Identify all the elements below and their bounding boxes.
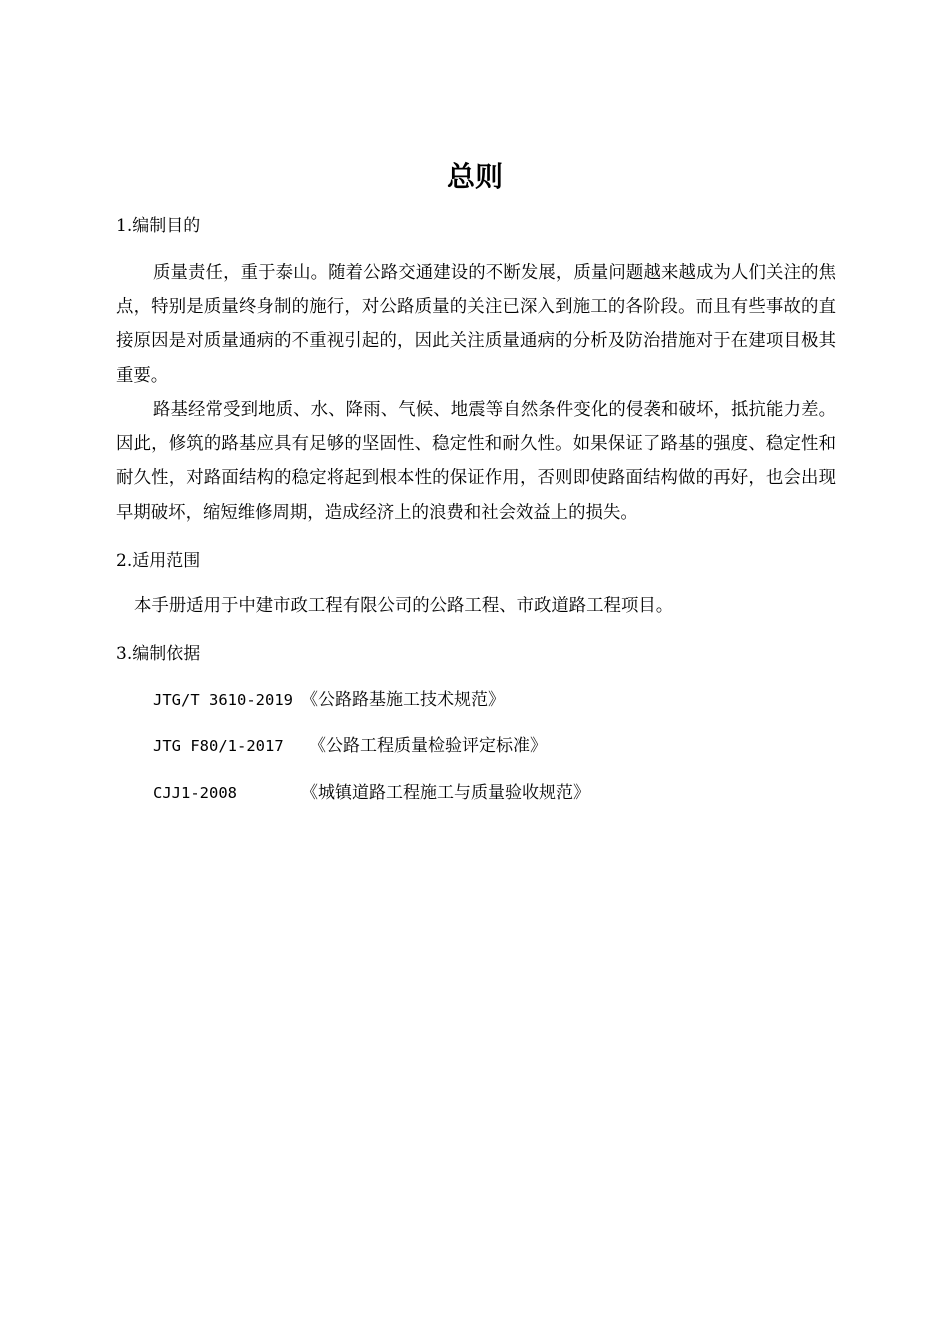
reference-item [153, 688, 505, 712]
paragraph-scope: 本手册适用于中建市政工程有限公司的公路工程、市政道路工程项目。 [134, 596, 674, 616]
reference-name: 《城镇道路工程施工与质量验收规范》 [301, 783, 590, 803]
paragraph-quality-responsibility: 质量责任，重于泰山。随着公路交通建设的不断发展，质量问题越来越成为人们关注的焦点，特别是质量终身制的施行，对公路质量的关注已深入到施工的各阶段。而且有些事故的直接原因是对质量通病的不重视引起的，因此关注质量通病的分析及防治措施对于在建项目极其重要。 [116, 263, 836, 386]
paragraph-subgrade: 路基经常受到地质、水、降雨、气候、地震等自然条件变化的侵袭和破坏，抵抗能力差。因此，修筑的路基应具有足够的坚固性、稳定性和耐久性。如果保证了路基的强度、稳定性和耐久性，对路面结构的稳定将起到根本性的保证作用，否则即使路面结构做的再好，也会出现早期破坏，缩短维修周期，造成经济上的浪费和社会效益上的损失。 [116, 400, 836, 523]
reference-code: JTG/T 3610-2019 [153, 691, 293, 709]
reference-code: CJJ1-2008 [153, 784, 237, 802]
reference-name: 《公路工程质量检验评定标准》 [309, 736, 547, 756]
reference-item [153, 734, 547, 758]
reference-name: 《公路路基施工技术规范》 [301, 690, 505, 710]
page-title: 总则 [446, 160, 503, 193]
reference-item [153, 781, 590, 805]
section-heading-scope: 2.适用范围 [116, 551, 201, 571]
reference-code: JTG F80/1-2017 [153, 737, 284, 755]
section-heading-purpose: 1.编制目的 [116, 216, 201, 236]
section-heading-basis: 3.编制依据 [116, 644, 201, 664]
